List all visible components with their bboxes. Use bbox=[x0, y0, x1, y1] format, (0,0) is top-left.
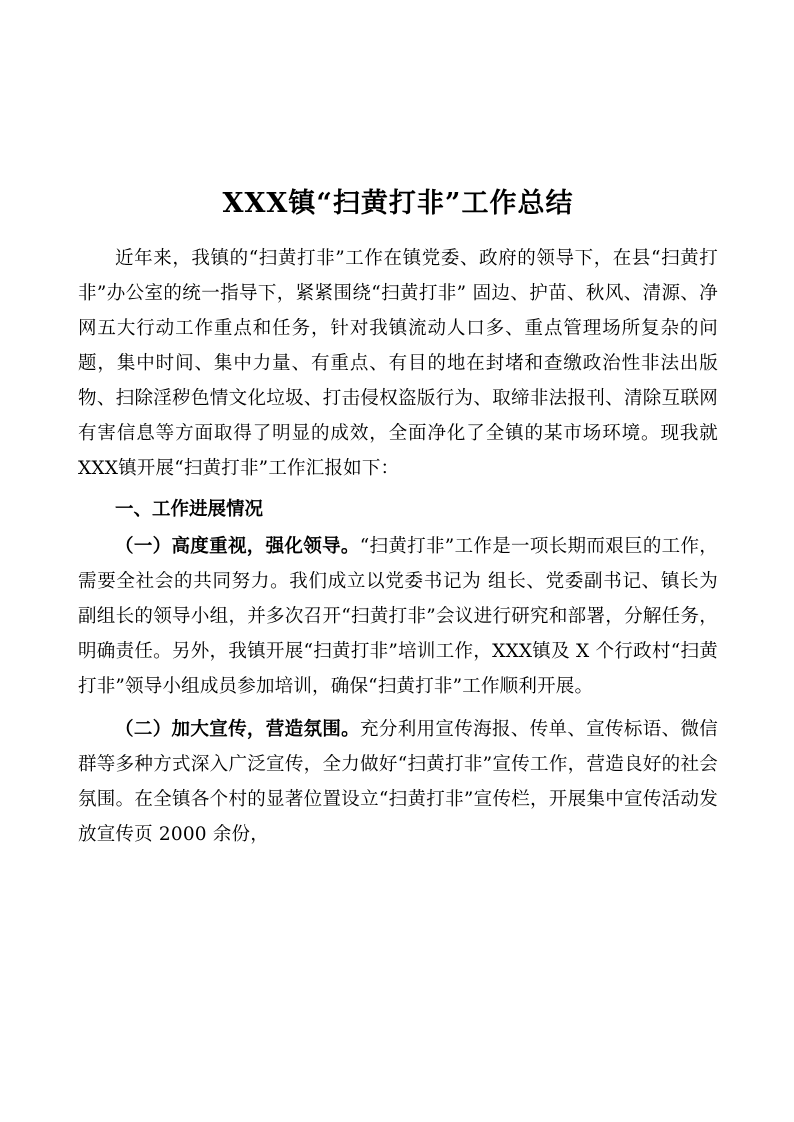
page-title: XXX镇“扫黄打非”工作总结 bbox=[222, 188, 574, 219]
subsection-two-body: 充分利用宣传海报、传单、宣传标语、微信群等多种方式深入广泛宣传，全力做好“扫黄打非”宣传工作，营造良好的社会氛围。在全镇各个村的显著位置设立“扫黄打非”宣传栏，开展集中宣传活动发放宣传页 2000 余份， bbox=[78, 718, 718, 845]
section-heading-one: 一、工作进展情况 bbox=[115, 498, 264, 520]
subsection-one-body: “扫黄打非”工作是一项长期而艰巨的工作，需要全社会的共同努力。我们成立以党委书记为 组长、党委副书记、镇长为副组长的领导小组，并多次召开“扫黄打非”会议进行研究和部署，分解任务，明确责任。另外，我镇开展“扫黄打非”培训工作，XXX镇及 X 个行政村“扫黄打非”领导小组成员参加培训，确保“扫黄打非”工作顺利开展。 bbox=[78, 535, 718, 697]
subsection-two bbox=[78, 712, 718, 852]
subsection-one bbox=[78, 529, 718, 704]
intro-paragraph: 近年来，我镇的“扫黄打非”工作在镇党委、政府的领导下，在县“扫黄打非”办公室的统一指导下，紧紧围绕“扫黄打非” 固边、护苗、秋风、清源、净网五大行动工作重点和任务，针对我镇流动人口多、重点管理场所复杂的问题，集中时间、集中力量、有重点、有目的地在封堵和查缴政治性非法出版物、扫除淫秽色情文化垃圾、打击侵权盗版行为、取缔非法报刊、清除互联网有害信息等方面取得了明显的成效，全面净化了全镇的某市场环境。现我就XXX镇开展“扫黄打非”工作汇报如下： bbox=[78, 247, 718, 479]
subsection-one-lead: （一）高度重视，强化领导。 bbox=[115, 535, 360, 557]
subsection-two-lead: （二）加大宣传，营造氛围。 bbox=[115, 718, 361, 740]
